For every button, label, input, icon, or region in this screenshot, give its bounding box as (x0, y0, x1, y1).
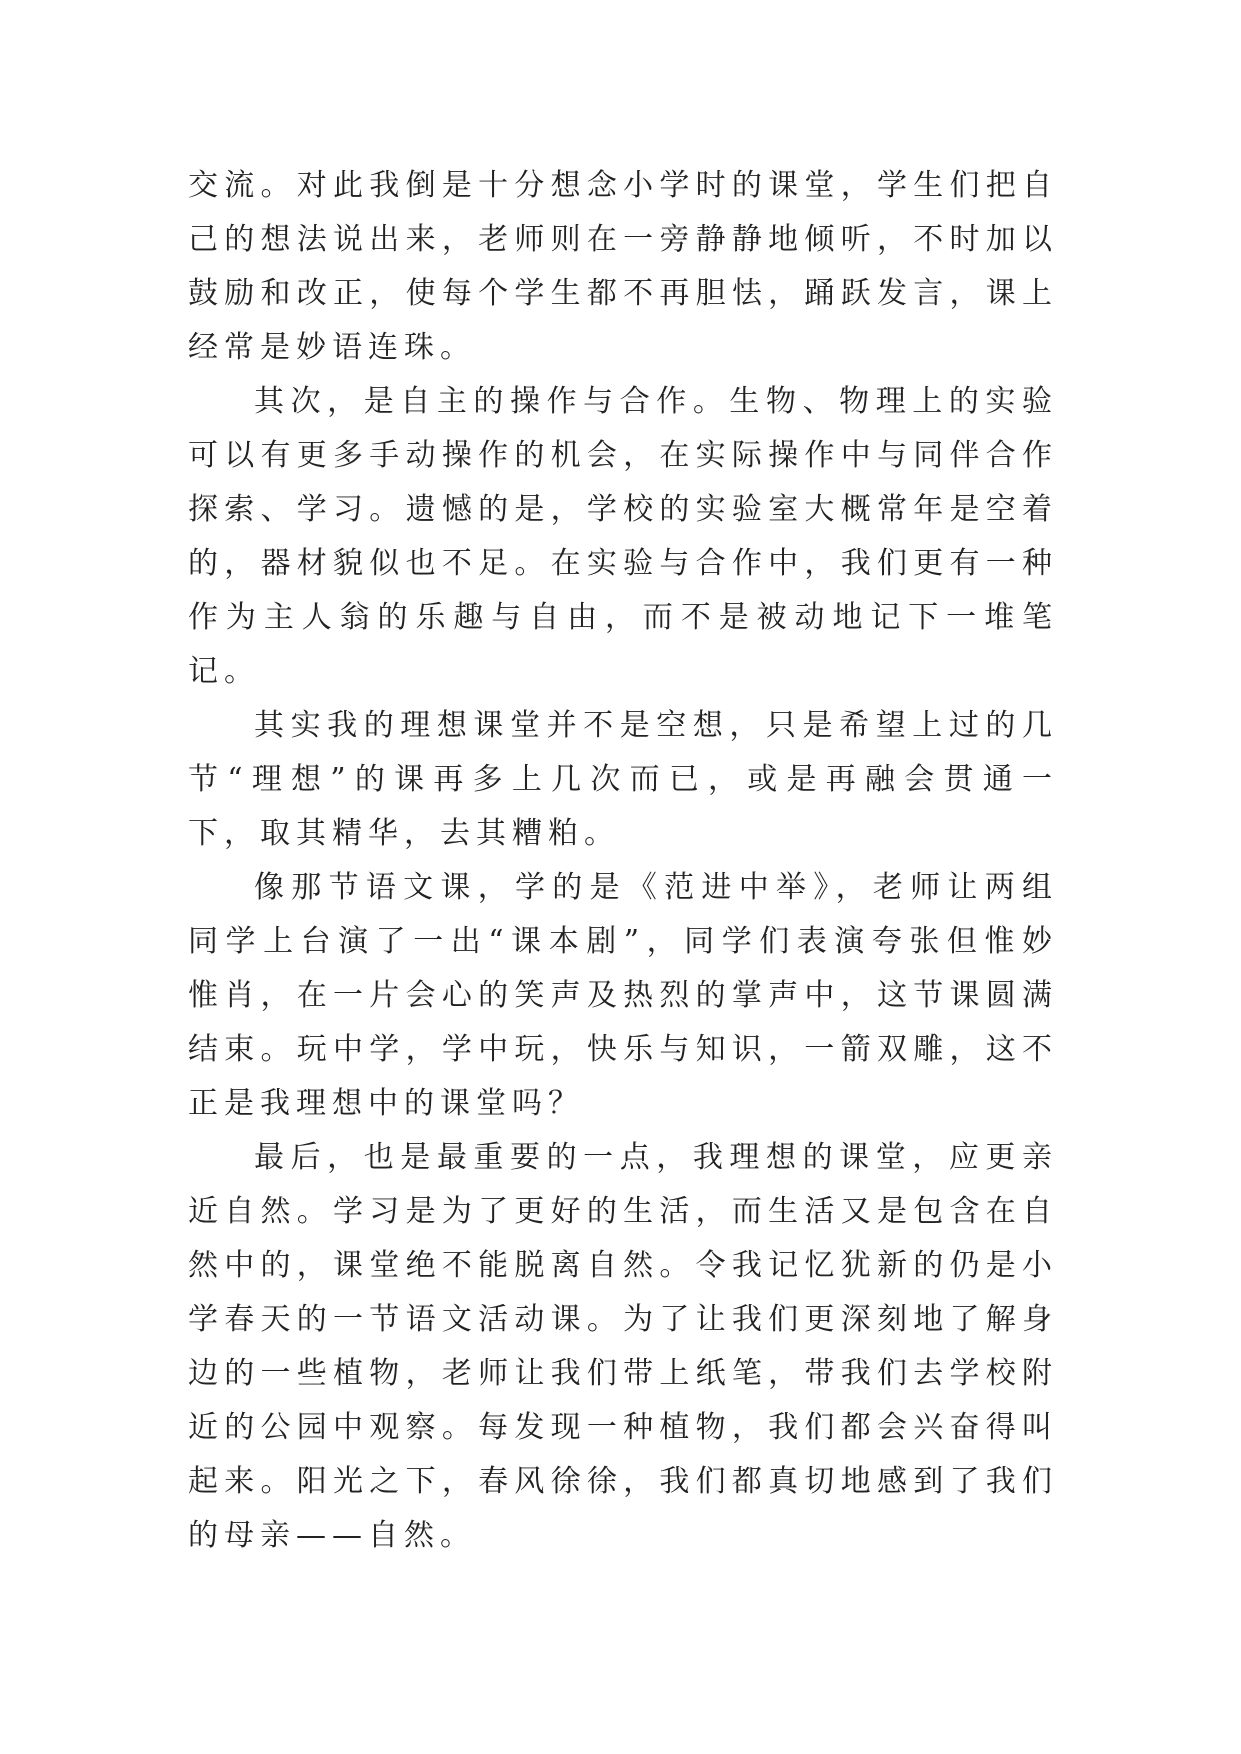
paragraph-closer-to-nature: 最后，也是最重要的一点，我理想的课堂，应更亲近自然。学习是为了更好的生活，而生活又是包含在自然中的，课堂绝不能脱离自然。令我记忆犹新的仍是小学春天的一节语文活动课。为了让我们更深刻地了解身边的一些植物，老师让我们带上纸笔，带我们去学校附近的公园中观察。每发现一种植物，我们都会兴奋得叫起来。阳光之下，春风徐徐，我们都真切地感到了我们的母亲——自然。 (188, 1140, 1058, 1553)
document-body (188, 159, 1058, 1563)
paragraph-ideal-not-fantasy: 其实我的理想课堂并不是空想，只是希望上过的几节“理想”的课再多上几次而已，或是再融会贯通一下，取其精华，去其糟粕。 (188, 708, 1058, 851)
paragraph-continued: 交流。对此我倒是十分想念小学时的课堂，学生们把自己的想法说出来，老师则在一旁静静地倾听，不时加以鼓励和改正，使每个学生都不再胆怯，踊跃发言，课上经常是妙语连珠。 (188, 168, 1058, 365)
paragraph-operation-cooperation: 其次，是自主的操作与合作。生物、物理上的实验可以有更多手动操作的机会，在实际操作中与同伴合作探索、学习。遗憾的是，学校的实验室大概常年是空着的，器材貌似也不足。在实验与合作中，我们更有一种作为主人翁的乐趣与自由，而不是被动地记下一堆笔记。 (188, 384, 1058, 689)
paragraph-chinese-class: 像那节语文课，学的是《范进中举》，老师让两组同学上台演了一出“课本剧”，同学们表演夸张但惟妙惟肖，在一片会心的笑声及热烈的掌声中，这节课圆满结束。玩中学，学中玩，快乐与知识，一箭双雕，这不正是我理想中的课堂吗？ (188, 870, 1058, 1121)
